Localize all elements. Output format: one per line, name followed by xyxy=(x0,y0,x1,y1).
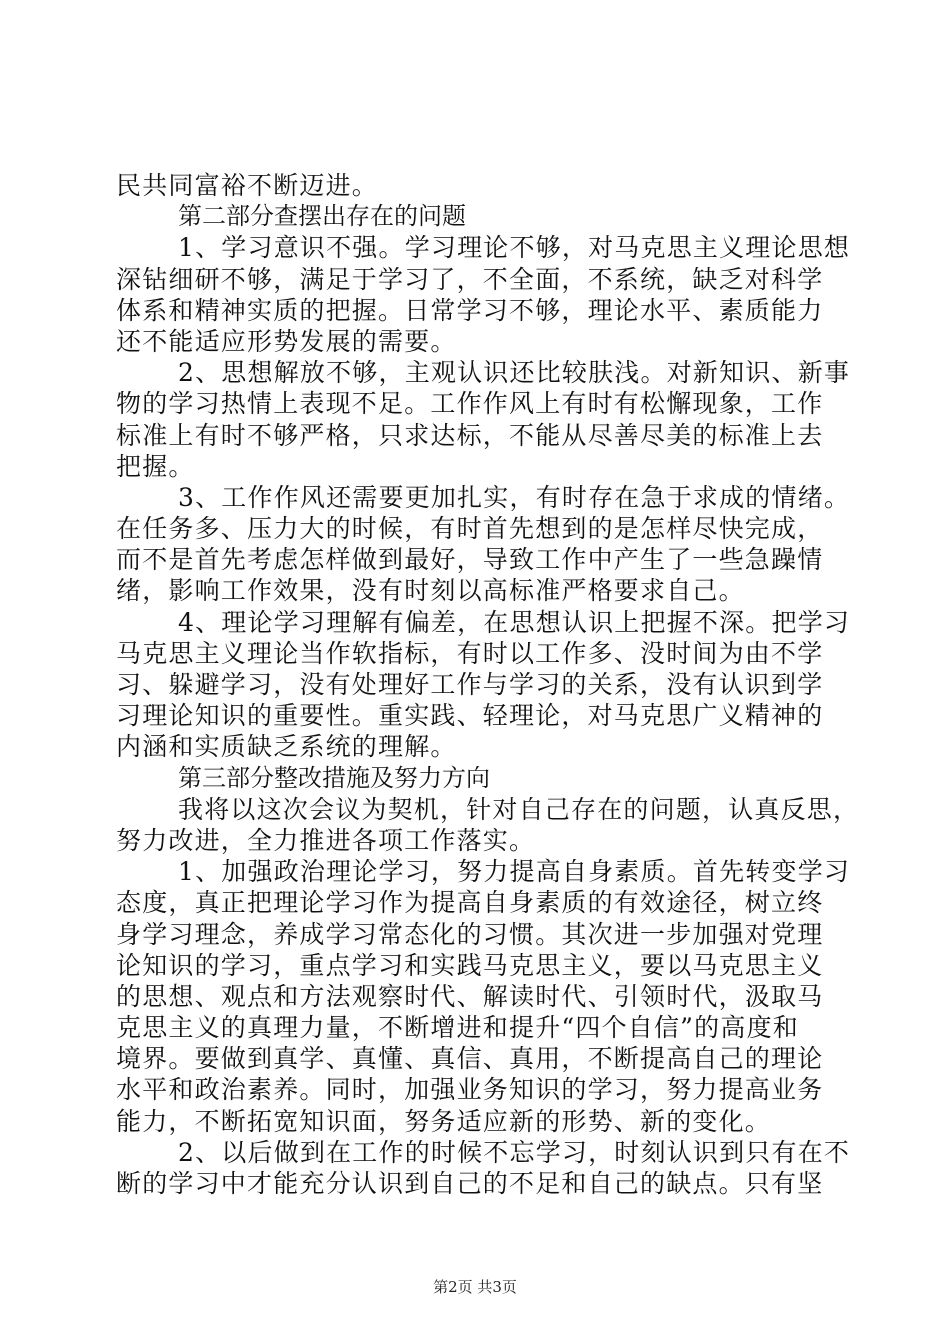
text-line: 马克思主义理论当作软指标，有时以工作多、没时间为由不学 xyxy=(116,638,824,668)
text-line: 断的学习中才能充分认识到自己的不足和自己的缺点。只有坚 xyxy=(116,1169,824,1198)
text-line: 1、加强政治理论学习，努力提高自身素质。首先转变学习 xyxy=(178,857,851,887)
text-line: 能力，不断拓宽知识面，努务适应新的形势、新的变化。 xyxy=(116,1106,772,1136)
page-number-footer: 第2页 共3页 xyxy=(433,1278,517,1296)
text-line: 标准上有时不够严格，只求达标，不能从尽善尽美的标准上去 xyxy=(116,420,824,450)
text-line: 境界。要做到真学、真懂、真信、真用，不断提高自己的理论 xyxy=(116,1044,824,1074)
text-line: 2、以后做到在工作的时候不忘学习，时刻认识到只有在不 xyxy=(178,1137,851,1167)
text-line: 民共同富裕不断迈进。 xyxy=(116,171,379,200)
text-line: 论知识的学习，重点学习和实践马克思主义，要以马克思主义 xyxy=(116,950,824,980)
text-line: 态度，真正把理论学习作为提高自身素质的有效途径，树立终 xyxy=(116,888,824,918)
text-line: 身学习理念，养成学习常态化的习惯。其次进一步加强对党理 xyxy=(116,919,824,949)
text-line: 努力改进，全力推进各项工作落实。 xyxy=(116,825,536,855)
document-body xyxy=(116,170,860,1199)
text-line: 克思主义的真理力量，不断增进和提升“四个自信”的高度和 xyxy=(116,1013,799,1043)
text-line: 4、理论学习理解有偏差，在思想认识上把握不深。把学习 xyxy=(178,607,851,637)
text-line: 内涵和实质缺乏系统的理解。 xyxy=(116,732,457,762)
text-line: 把握。 xyxy=(116,451,195,481)
section-heading: 第二部分查摆出存在的问题 xyxy=(178,202,466,231)
text-line: 物的学习热情上表现不足。工作作风上有时有松懈现象，工作 xyxy=(116,389,824,419)
text-line: 深钻细研不够，满足于学习了，不全面，不系统，缺乏对科学 xyxy=(116,264,824,294)
text-line: 而不是首先考虑怎样做到最好，导致工作中产生了一些急躁情 xyxy=(116,545,824,575)
text-line: 2、思想解放不够，主观认识还比较肤浅。对新知识、新事 xyxy=(178,358,851,388)
text-line: 的思想、观点和方法观察时代、解读时代、引领时代，汲取马 xyxy=(116,981,824,1011)
text-line: 1、学习意识不强。学习理论不够，对马克思主义理论思想 xyxy=(178,233,851,263)
text-line: 习理论知识的重要性。重实践、轻理论，对马克思广义精神的 xyxy=(116,701,824,731)
text-line: 绪，影响工作效果，没有时刻以高标准严格要求自己。 xyxy=(116,576,745,606)
text-line: 体系和精神实质的把握。日常学习不够，理论水平、素质能力 xyxy=(116,295,824,325)
text-line: 3、工作作风还需要更加扎实，有时存在急于求成的情绪。 xyxy=(178,482,851,512)
text-line: 在任务多、压力大的时候，有时首先想到的是怎样尽快完成， xyxy=(116,514,824,544)
section-heading: 第三部分整改措施及努力方向 xyxy=(178,763,490,792)
text-line: 习、躲避学习，没有处理好工作与学习的关系，没有认识到学 xyxy=(116,670,824,699)
text-line: 我将以这次会议为契机，针对自己存在的问题，认真反思， xyxy=(178,794,860,824)
text-line: 水平和政治素养。同时，加强业务知识的学习，努力提高业务 xyxy=(116,1075,824,1105)
text-line: 还不能适应形势发展的需要。 xyxy=(116,326,457,356)
